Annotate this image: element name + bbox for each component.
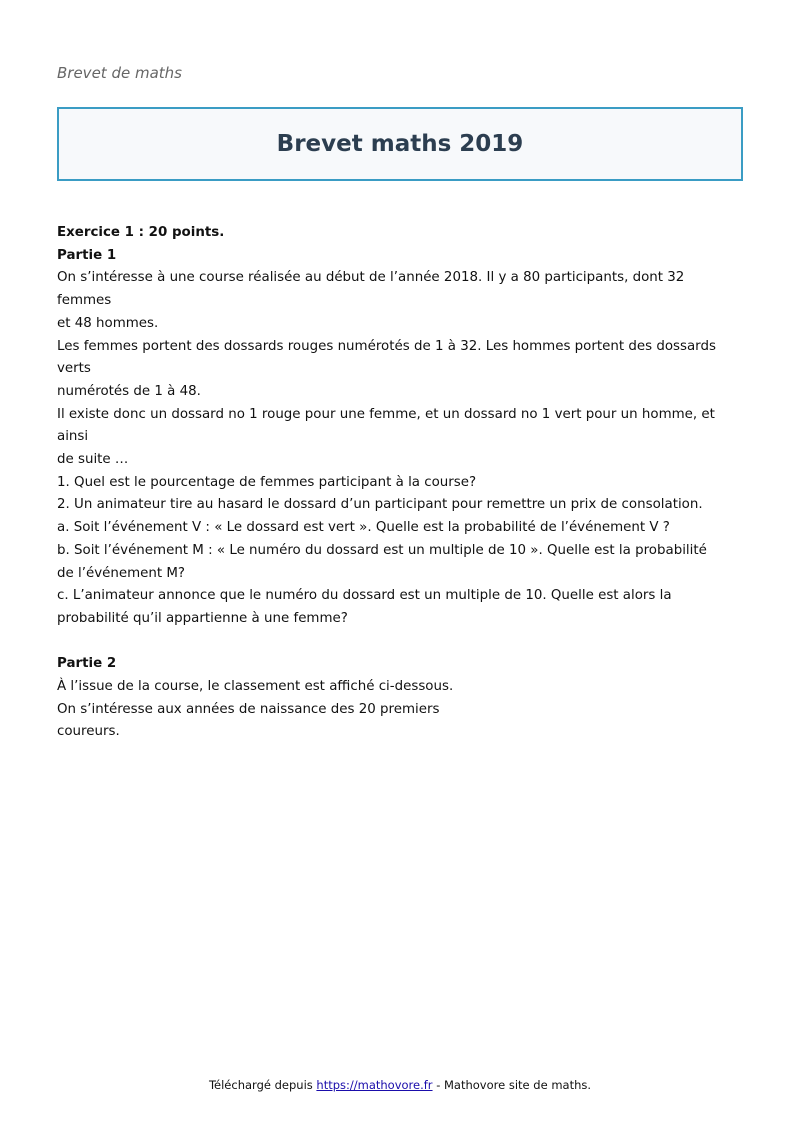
part2-line: À l’issue de la course, le classement est affiché ci-dessous. [57, 679, 454, 695]
part2-line: coureurs. [57, 724, 120, 740]
part1-heading: Partie 1 [57, 247, 117, 263]
part1-line: Il existe donc un dossard no 1 rouge pour une femme, et un dossard no 1 vert pour un homme, et ainsi [57, 406, 715, 445]
question-2b: b. Soit l’événement M : « Le numéro du dossard est un multiple de 10 ». Quelle est la probabilité [57, 542, 707, 558]
question-1: 1. Quel est le pourcentage de femmes participant à la course? [57, 474, 477, 490]
footer-suffix: - Mathovore site de maths. [432, 1078, 592, 1092]
page-title: Brevet maths 2019 [276, 131, 524, 157]
part1-line: et 48 hommes. [57, 315, 159, 331]
question-2c: c. L’animateur annonce que le numéro du dossard est un multiple de 10. Quelle est alors la [57, 588, 672, 604]
question-2c-cont: probabilité qu’il appartienne à une femme? [57, 610, 348, 626]
question-2b-cont: de l’événement M? [57, 565, 186, 581]
part2-line: On s’intéresse aux années de naissance des 20 premiers [57, 701, 440, 717]
part1-line: numérotés de 1 à 48. [57, 383, 201, 399]
title-box [57, 107, 743, 181]
exercise-content [57, 222, 737, 744]
footer-prefix: Téléchargé depuis [208, 1078, 317, 1092]
spacer [57, 631, 737, 654]
part2-heading: Partie 2 [57, 656, 117, 672]
footer [0, 1078, 800, 1092]
question-2: 2. Un animateur tire au hasard le dossard d’un participant pour remettre un prix de consolation. [57, 497, 703, 513]
header-label: Brevet de maths [57, 64, 182, 82]
question-2a: a. Soit l’événement V : « Le dossard est vert ». Quelle est la probabilité de l’événement V ? [57, 520, 670, 536]
part1-line: Les femmes portent des dossards rouges numérotés de 1 à 32. Les hommes portent des dossards verts [57, 338, 716, 377]
footer-link[interactable]: https://mathovore.fr [316, 1078, 433, 1092]
part1-line: de suite … [57, 452, 129, 468]
exercise-heading: Exercice 1 : 20 points. [57, 225, 225, 240]
part1-line: On s’intéresse à une course réalisée au début de l’année 2018. Il y a 80 participants, dont 32 femmes [57, 270, 685, 309]
